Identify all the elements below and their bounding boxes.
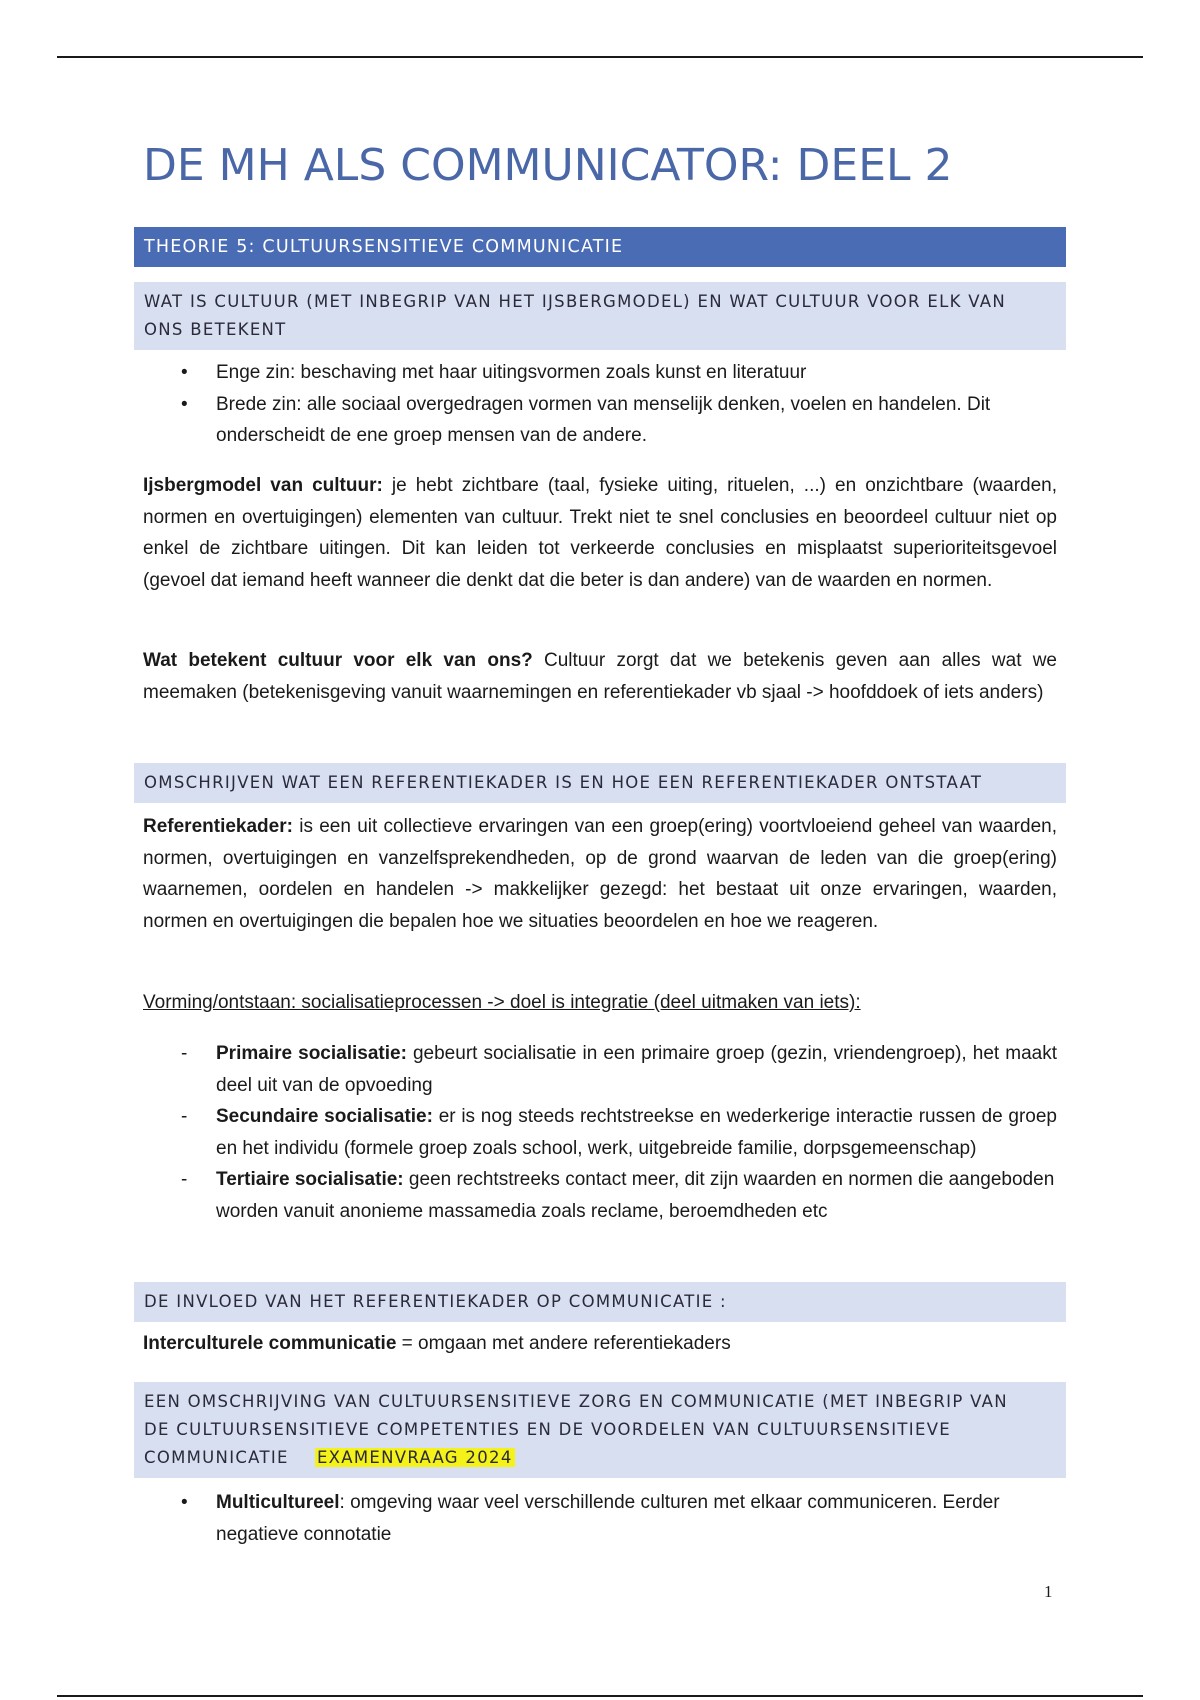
section-heading-line: EEN OMSCHRIJVING VAN CULTUURSENSITIEVE ZORG EN COMMUNICATIE (MET INBEGRIP VAN xyxy=(144,1392,1008,1411)
bullet-icon: • xyxy=(181,393,188,415)
list-item: • Multicultureel: omgeving waar veel verschillende culturen met elkaar communiceren. Eerder negatieve connotatie xyxy=(143,1487,1057,1550)
bullet-icon: • xyxy=(181,1492,188,1513)
theme-heading-bar: THEORIE 5: CULTUURSENSITIEVE COMMUNICATIE xyxy=(134,227,1066,267)
top-rule xyxy=(57,56,1143,58)
vorming-line: Vorming/ontstaan: socialisatieprocessen -> doel is integratie (deel uitmaken van iets): xyxy=(143,992,861,1013)
ijsbergmodel-paragraph: Ijsbergmodel van cultuur: je hebt zichtbare (taal, fysieke uiting, rituelen, ...) en onzichtbare (waarden, normen en overtuigingen) elementen van cultuur. Trekt niet te snel conclusies en beoordeel cultuur niet op enkel de zichtbare uitingen. Dit kan leiden tot verkeerde conclusies en misplaatst superioriteitsgevoel (gevoel dat iemand heeft wanneer die denkt dat die beter is dan andere) van de waarden en normen. xyxy=(143,475,1057,591)
section-heading-line: COMMUNICATIE EXAMENVRAAG 2024 xyxy=(144,1448,513,1467)
section-heading-line: WAT IS CULTUUR (MET INBEGRIP VAN HET IJSBERGMODEL) EN WAT CULTUUR VOOR ELK VAN xyxy=(144,292,1007,311)
betekenis-paragraph: Wat betekent cultuur voor elk van ons? Cultuur zorgt dat we betekenis geven aan alles wat we meemaken (betekenisgeving vanuit waarnemingen en referentiekader vb sjaal -> hoofddoek of iets anders) xyxy=(143,650,1057,703)
page-title: DE MH ALS COMMUNICATOR: DEEL 2 xyxy=(143,140,953,191)
section-heading-line: ONS BETEKENT xyxy=(144,320,287,339)
list-item: • Brede zin: alle sociaal overgedragen vormen van menselijk denken, voelen en handelen. Dit onderscheidt de ene groep mensen van de andere. xyxy=(143,389,1057,452)
section-heading-referentiekader: OMSCHRIJVEN WAT EEN REFERENTIEKADER IS EN HOE EEN REFERENTIEKADER ONTSTAAT xyxy=(134,763,1066,803)
dash-marker: - xyxy=(181,1106,188,1127)
list-item: - Secundaire socialisatie: er is nog steeds rechtstreekse en wederkerige interactie russen de groep en het individu (formele groep zoals school, werk, uitgebreide familie, dorpsgemeenschap) xyxy=(143,1101,1057,1164)
list-item: - Tertiaire socialisatie: geen rechtstreeks contact meer, dit zijn waarden en normen die aangeboden worden vanuit anonieme massamedia zoals reclame, beroemdheden etc xyxy=(143,1164,1057,1227)
socialisatie-list xyxy=(143,1038,1057,1227)
section-heading-cultuur xyxy=(134,282,1066,350)
bullet-icon: • xyxy=(181,362,188,383)
culture-definition-list xyxy=(143,357,1057,452)
multicultureel-list xyxy=(143,1487,1057,1550)
dash-marker: - xyxy=(181,1169,188,1190)
exam-question-highlight: EXAMENVRAAG 2024 xyxy=(316,1448,513,1467)
list-item: - Primaire socialisatie: gebeurt socialisatie in een primaire groep (gezin, vriendengroep), het maakt deel uit van de opvoeding xyxy=(143,1038,1057,1101)
referentiekader-paragraph: Referentiekader: is een uit collectieve ervaringen van een groep(ering) voortvloeiend geheel van waarden, normen, overtuigingen en vanzelfsprekendheden, op de grond waarvan de leden van die groep(ering) waarnemen, oordelen en handelen -> makkelijker gezegd: het bestaat uit onze ervaringen, waarden, normen en overtuigingen die bepalen hoe we situaties beoordelen en hoe we reageren. xyxy=(143,816,1057,932)
page-number: 1 xyxy=(1044,1582,1053,1601)
interculturele-line: Interculturele communicatie = omgaan met andere referentiekaders xyxy=(143,1333,731,1354)
bottom-rule xyxy=(57,1695,1143,1697)
section-heading-invloed: DE INVLOED VAN HET REFERENTIEKADER OP COMMUNICATIE : xyxy=(134,1282,1066,1322)
dash-marker: - xyxy=(181,1043,188,1064)
section-heading-cultuursensitieve-zorg xyxy=(134,1382,1066,1478)
list-item: • Enge zin: beschaving met haar uitingsvormen zoals kunst en literatuur xyxy=(143,357,1057,389)
section-heading-line: DE CULTUURSENSITIEVE COMPETENTIES EN DE VOORDELEN VAN CULTUURSENSITIEVE xyxy=(144,1420,952,1439)
